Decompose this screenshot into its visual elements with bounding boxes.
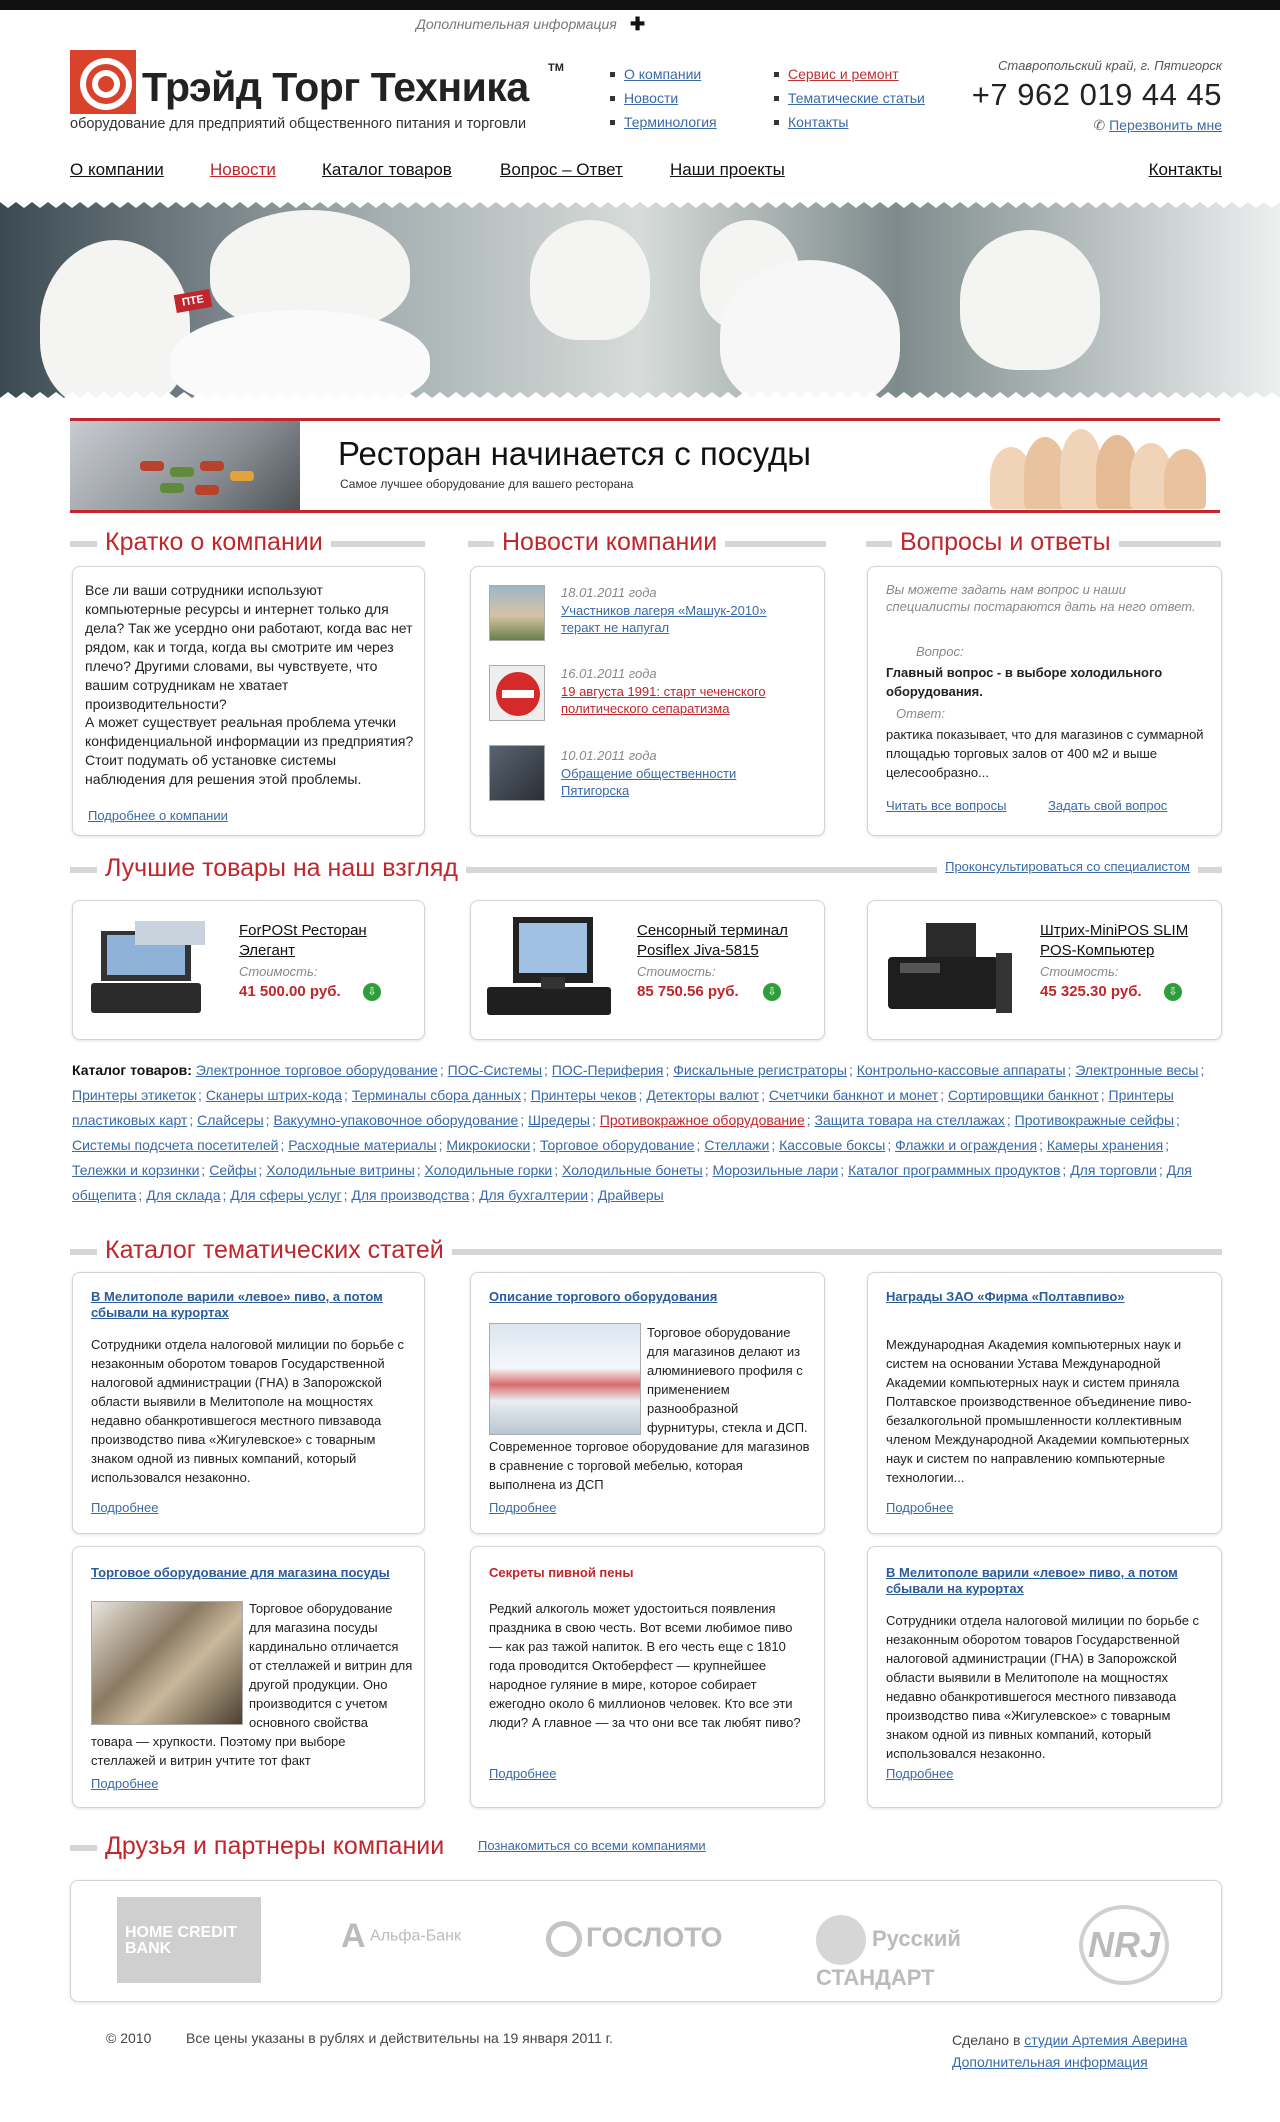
logo-name: Трэйд Торг Техника <box>142 64 529 110</box>
consult-link[interactable]: Проконсультироваться со специалистом <box>937 858 1198 875</box>
article-title-6[interactable]: В Мелитополе варили «левое» пиво, а потом сбывали на курортах <box>886 1565 1178 1596</box>
faq-intro: Вы можете задать нам вопрос и наши специалисты постараются дать на него ответ. <box>886 582 1196 614</box>
news-date-1: 18.01.2011 года <box>561 585 657 600</box>
top-links-col1 <box>610 62 717 134</box>
additional-info-toggle[interactable]: Дополнительная информация ✚ <box>416 14 646 34</box>
partner-logo-homecredit[interactable]: HOME CREDIT BANK <box>117 1897 261 1983</box>
add-to-cart-icon[interactable]: ⇩ <box>763 983 781 1001</box>
catalog-link[interactable]: Слайсеры <box>197 1112 264 1128</box>
article-card-3 <box>867 1272 1222 1534</box>
toplink-contacts: Контакты <box>774 110 925 134</box>
catalog-link[interactable]: Для бухгалтерии <box>479 1187 589 1203</box>
add-to-cart-icon[interactable]: ⇩ <box>1164 983 1182 1001</box>
add-to-cart-icon[interactable]: ⇩ <box>363 983 381 1001</box>
article-title-1[interactable]: В Мелитополе варили «левое» пиво, а потом сбывали на курортах <box>91 1289 383 1320</box>
cost-label-2: Стоимость: <box>637 964 716 979</box>
catalog-link[interactable]: Кассовые боксы <box>779 1137 886 1153</box>
catalog-link[interactable]: Холодильные горки <box>424 1162 553 1178</box>
catalog-link[interactable]: Для торговли <box>1070 1162 1157 1178</box>
region: Ставропольский край, г. Пятигорск <box>998 58 1222 73</box>
article-text-1: Сотрудники отдела налоговой милиции по борьбе с незаконным оборотом товаров Государственной налоговой администрации (ГНА) в Запорожской области выявили в Мелитополе на мощностях недавно обанкротившегося местного пивзавода производство пива «Жигулевское» с товарным знаком одной из пивных компаний, который использовался незаконно. <box>91 1337 405 1485</box>
catalog-link[interactable]: Фискальные регистраторы <box>673 1062 847 1078</box>
catalog-link[interactable]: Системы подсчета посетителей <box>72 1137 279 1153</box>
catalog-link[interactable]: Микрокиоски <box>446 1137 531 1153</box>
news-thumb-3[interactable] <box>489 745 545 801</box>
catalog-link[interactable]: Каталог программных продуктов <box>848 1162 1061 1178</box>
catalog-link[interactable]: Тележки и корзинки <box>72 1162 200 1178</box>
news-heading: Новости компании <box>468 528 826 556</box>
top-links-col2 <box>774 62 925 134</box>
faq-answer: рактика показывает, что для магазинов с суммарной площадью торговых залов от 400 м2 и выше целесообразно... <box>886 727 1204 780</box>
catalog-link[interactable]: Торговое оборудование <box>540 1137 695 1153</box>
catalog-link[interactable]: Детекторы валют <box>646 1087 760 1103</box>
news-link-1[interactable]: Участников лагеря «Машук-2010» теракт не напугал <box>561 603 767 635</box>
toplink-about: О компании <box>610 62 717 86</box>
nav-catalog[interactable]: Каталог товаров <box>322 160 452 179</box>
faq-box <box>867 566 1222 836</box>
article-card-4 <box>72 1546 425 1808</box>
arrow-down-icon: ✚ <box>630 14 646 34</box>
catalog-link[interactable]: Холодильные витрины <box>266 1162 415 1178</box>
faq-answer-label: Ответ: <box>896 706 945 721</box>
catalog-link[interactable]: Противокражные сейфы <box>1014 1112 1175 1128</box>
article-card-1 <box>72 1272 425 1534</box>
catalog-link[interactable]: Принтеры пластиковых карт <box>72 1087 1174 1128</box>
partners-heading: Друзья и партнеры компании Познакомиться со всеми компаниями <box>70 1832 1222 1860</box>
made-by: Сделано в студии Артемия Аверина <box>952 2032 1188 2048</box>
phone-number: +7 962 019 44 45 <box>971 77 1222 112</box>
nav-faq[interactable]: Вопрос – Ответ <box>500 160 623 179</box>
catalog-link[interactable]: Для склада <box>146 1187 221 1203</box>
no-entry-sign-icon <box>490 666 545 721</box>
catalog-link[interactable]: Противокражное оборудование <box>599 1112 805 1128</box>
article-text-4: Торговое оборудование для магазина посуды кардинально отличается от стеллажей и витрин для другой продукции. Оно производится с учетом основного свойства товара — хрупкости. Поэтому при выборе стеллажей и витрин учтите тот факт <box>91 1601 413 1768</box>
catalog-label: Каталог товаров: <box>72 1062 192 1078</box>
banner-people-image <box>990 425 1210 509</box>
article-more-4[interactable]: Подробнее <box>91 1776 159 1791</box>
article-title-5[interactable]: Секреты пивной пены <box>489 1565 634 1580</box>
articles-heading: Каталог тематических статей <box>70 1236 1222 1264</box>
news-date-2: 16.01.2011 года <box>561 666 657 681</box>
news-box <box>470 566 825 836</box>
copyright: © 2010 <box>106 2030 152 2046</box>
partner-logo-alfabank[interactable]: А Альфа-Банк <box>341 1917 461 1955</box>
news-link-2[interactable]: 19 августа 1991: старт чеченского политического сепаратизма <box>561 684 766 716</box>
nav-about[interactable]: О компании <box>70 160 164 179</box>
catalog-link[interactable]: Принтеры этикеток <box>72 1087 197 1103</box>
faq-read-all-link[interactable]: Читать все вопросы <box>886 798 1007 813</box>
header-contacts <box>972 58 1222 134</box>
hero-badge: ПТЕ <box>174 289 213 313</box>
hero-zigzag-bottom <box>0 390 1280 400</box>
faq-heading: Вопросы и ответы <box>866 528 1221 556</box>
logo-slogan: оборудование для предприятий общественного питания и торговли <box>70 116 527 132</box>
news-link-3[interactable]: Обращение общественности Пятигорска <box>561 766 737 798</box>
footer-additional-info-link[interactable]: Дополнительная информация <box>952 2054 1148 2070</box>
article-more-5[interactable]: Подробнее <box>489 1766 557 1781</box>
hero-zigzag-top <box>0 200 1280 210</box>
product-card-2[interactable] <box>470 900 825 1040</box>
studio-link[interactable]: студии Артемия Аверина <box>1024 2032 1188 2048</box>
catalog-link[interactable]: Сортировщики банкнот <box>948 1087 1099 1103</box>
article-card-6 <box>867 1546 1222 1808</box>
top-bar <box>0 0 1280 10</box>
about-more-link[interactable]: Подробнее о компании <box>88 808 228 823</box>
prices-note: Все цены указаны в рублях и действительны на 19 января 2011 г. <box>186 2030 613 2046</box>
article-more-6[interactable]: Подробнее <box>886 1766 954 1781</box>
phone-icon: ✆ <box>1093 117 1106 133</box>
article-more-3[interactable]: Подробнее <box>886 1500 954 1515</box>
catalog-link[interactable]: Терминалы сбора данных <box>351 1087 521 1103</box>
partners-box <box>70 1880 1222 2002</box>
article-title-2[interactable]: Описание торгового оборудования <box>489 1289 718 1304</box>
article-text-6: Сотрудники отдела налоговой милиции по борьбе с незаконным оборотом товаров Государственной налоговой администрации (ГНА) в Запорожской области выявили в Мелитополе на мощностях недавно обанкротившегося местного пивзавода производство пива «Жигулевское» с товарным знаком одной из пивных компаний, который использовался незаконно. <box>886 1613 1200 1761</box>
product-image-3 <box>880 913 1020 1023</box>
catalog-link[interactable]: Флажки и ограждения <box>895 1137 1038 1153</box>
catalog-link[interactable]: Холодильные бонеты <box>562 1162 703 1178</box>
product-name-1[interactable]: ForPOSt Ресторан Элегант <box>239 922 367 959</box>
article-more-2[interactable]: Подробнее <box>489 1500 557 1515</box>
partner-logo-nrj[interactable]: NRJ <box>1079 1905 1169 1985</box>
news-date-3: 10.01.2011 года <box>561 748 657 763</box>
toplink-terms: Терминология <box>610 110 717 134</box>
catalog-link[interactable]: Расходные материалы <box>288 1137 437 1153</box>
catalog-link[interactable]: Стеллажи <box>704 1137 770 1153</box>
nav-projects[interactable]: Наши проекты <box>670 160 785 179</box>
cost-label-1: Стоимость: <box>239 964 318 979</box>
catalog-link[interactable]: ПОС-Системы <box>447 1062 543 1078</box>
faq-question: Главный вопрос - в выборе холодильного оборудования. <box>886 665 1163 699</box>
article-text-2: Торговое оборудование для магазинов делают из алюминиевого профиля с применением разнообразной фурнитуры, стекла и ДСП. Современное торговое оборудование для магазинов в сравнение с торговой мебелью, которая выполнена из ДСП <box>489 1325 810 1492</box>
product-price-2: 85 750.56 руб. <box>637 983 739 1000</box>
catalog-link[interactable]: Шредеры <box>528 1112 590 1128</box>
product-name-2[interactable]: Сенсорный терминал Posiflex Jiva-5815 <box>637 922 788 959</box>
catalog-links: Каталог товаров: Электронное торговое оборудование ; ПОС-Системы ; ПОС-Периферия ; Фискальные регистраторы ; Контрольно-кассовые аппараты ; Электронные весы ; Принтеры этикеток ; Сканеры штрих-кода ; Терминалы сбора данных ; Принтеры чеков ; Детекторы валют ; Счетчики банкнот и монет ; Сортировщики банкнот ; Принтеры пластиковых карт ; Слайсеры ; Вакуумно-упаковочное оборудование ; Шредеры ; Противокражное оборудование ; Защита товара на стеллажах ; Противокражные сейфы ; Системы подсчета посетителей ; Расходные материалы ; Микрокиоски ; Торговое оборудование ; Стеллажи ; Кассовые боксы ; Флажки и ограждения ; Камеры хранения ; Тележки и корзинки ; Сейфы ; Холодильные витрины ; Холодильные горки ; Холодильные бонеты ; Морозильные лари ; Каталог программных продуктов ; Для торговли ; Для общепита ; Для склада ; Для сферы услуг ; Для производства ; Для бухгалтерии ; Драйверы <box>72 1062 1205 1203</box>
partner-logo-gosloto[interactable]: ГОСЛОТО <box>546 1921 722 1957</box>
article-title-4[interactable]: Торговое оборудование для магазина посуды <box>91 1565 390 1580</box>
nav-contacts[interactable]: Контакты <box>1148 160 1222 179</box>
partners-all-link[interactable]: Познакомиться со всеми компаниями <box>470 1837 714 1854</box>
product-price-1: 41 500.00 руб. <box>239 983 341 1000</box>
promo-banner[interactable] <box>70 418 1220 513</box>
article-more-1[interactable]: Подробнее <box>91 1500 159 1515</box>
banner-dish-image <box>70 421 300 510</box>
catalog-link[interactable]: Принтеры чеков <box>530 1087 637 1103</box>
catalog-link[interactable]: Электронное торговое оборудование <box>195 1062 438 1078</box>
product-card-1[interactable] <box>72 900 425 1040</box>
about-box <box>72 566 425 836</box>
banner-title: Ресторан начинается с посуды <box>338 435 811 472</box>
catalog-link[interactable]: Морозильные лари <box>712 1162 839 1178</box>
faq-ask-link[interactable]: Задать свой вопрос <box>1048 798 1168 813</box>
cost-label-3: Стоимость: <box>1040 964 1119 979</box>
trademark-sign: TM <box>548 62 564 74</box>
product-image-1 <box>85 913 225 1023</box>
news-thumb-2[interactable] <box>489 665 545 721</box>
catalog-link[interactable]: ПОС-Периферия <box>551 1062 664 1078</box>
best-heading: Лучшие товары на наш взгляд Проконсультироваться со специалистом <box>70 854 1222 882</box>
product-card-3[interactable] <box>867 900 1222 1040</box>
toplink-articles: Тематические статьи <box>774 86 925 110</box>
about-text-1: Все ли ваши сотрудники используют компьютерные ресурсы и интернет только для дела? Так же усердно они работают, когда вас нет рядом, как и тогда, когда вы смотрите им через плечо? Другими словами, вы чувствуете, что вашим сотрудникам не хватает производительности? <box>85 582 413 712</box>
toplink-service: Сервис и ремонт <box>774 62 925 86</box>
callback-link[interactable]: Перезвонить мне <box>1109 117 1222 133</box>
catalog-link[interactable]: Для производства <box>351 1187 470 1203</box>
catalog-link[interactable]: Вакуумно-упаковочное оборудование <box>273 1112 519 1128</box>
product-name-3[interactable]: Штрих-MiniPOS SLIM POS-Компьютер <box>1040 922 1189 959</box>
hero-image <box>0 200 1280 400</box>
catalog-link[interactable]: Счетчики банкнот и монет <box>768 1087 939 1103</box>
catalog-link[interactable]: Сейфы <box>209 1162 257 1178</box>
catalog-link[interactable]: Контрольно-кассовые аппараты <box>856 1062 1066 1078</box>
catalog-link[interactable]: Камеры хранения <box>1046 1137 1164 1153</box>
article-title-3[interactable]: Награды ЗАО «Фирма «Полтавпиво» <box>886 1289 1125 1304</box>
article-card-2 <box>470 1272 825 1534</box>
about-heading: Кратко о компании <box>70 528 425 556</box>
catalog-link[interactable]: Сканеры штрих-кода <box>205 1087 343 1103</box>
article-text-5: Редкий алкоголь может удостоиться появления праздника в свою честь. Вот всеми любимое пиво — как раз тажой напиток. В его честь еще с 1810 года проводится Октоберфест — крупнейшее народное гуляние в мире, которое собирает ежегодно около 6 миллионов человек. Кто все эти люди? А главное — за что они все так любят пиво? <box>489 1601 801 1730</box>
article-card-5 <box>470 1546 825 1808</box>
partner-logo-russtandart[interactable]: Русский СТАНДАРТ <box>816 1915 1036 1991</box>
about-text-2: А может существует реальная проблема утечки конфиденциальной информации из предприятия? Стоит подумать об установке системы наблюдения для решения этой проблемы. <box>85 714 414 787</box>
main-nav <box>70 160 1222 186</box>
article-text-3: Международная Академия компьютерных наук и систем на основании Устава Международной Академии компьютерных наук и систем приняла Полтавское производственное объединение пиво-безалкогольной промышленности коллективным членом Международной Академии компьютерных наук и систем по направлению компьютерные технологии... <box>886 1337 1192 1485</box>
news-thumb-1[interactable] <box>489 585 545 641</box>
logo-icon <box>70 50 136 114</box>
catalog-link[interactable]: Для сферы услуг <box>230 1187 342 1203</box>
catalog-link[interactable]: Защита товара на стеллажах <box>814 1112 1005 1128</box>
banner-subtitle: Самое лучшее оборудование для вашего ресторана <box>340 477 634 491</box>
catalog-link[interactable]: Электронные весы <box>1075 1062 1199 1078</box>
product-image-2 <box>483 913 623 1023</box>
faq-question-label: Вопрос: <box>916 644 964 659</box>
catalog-link[interactable]: Для общепита <box>72 1162 1192 1203</box>
logo[interactable] <box>70 50 570 134</box>
catalog-link[interactable]: Драйверы <box>597 1187 664 1203</box>
toplink-news: Новости <box>610 86 717 110</box>
nav-news[interactable]: Новости <box>210 160 276 179</box>
product-price-3: 45 325.30 руб. <box>1040 983 1142 1000</box>
